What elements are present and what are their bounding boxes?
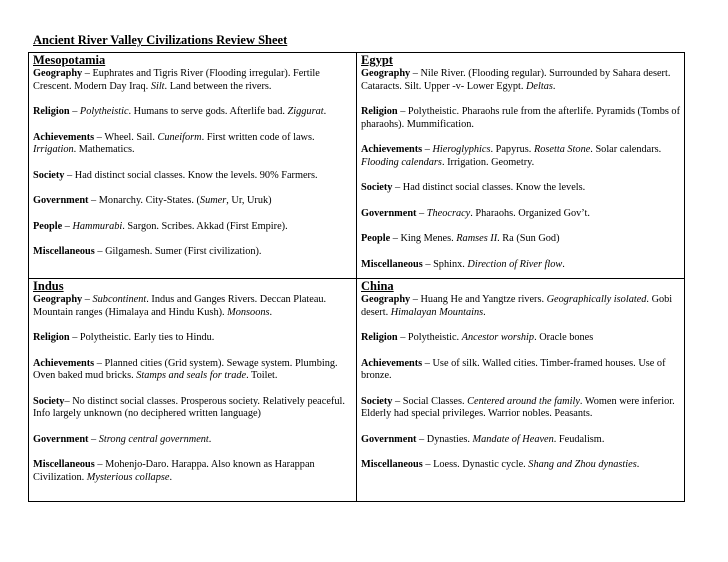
mesopotamia-society: Society – Had distinct social classes. Know the levels. 90% Farmers. [33, 169, 318, 181]
mesopotamia-heading: Mesopotamia [33, 53, 106, 67]
china-heading: China [361, 279, 394, 293]
egypt-miscellaneous: Miscellaneous – Sphinx. Direction of River flow. [361, 258, 565, 270]
china-cell [357, 280, 684, 485]
mesopotamia-achievements: Achievements – Wheel. Sail. Cuneiform. First written code of laws. Irrigation. Mathematics. [33, 131, 315, 155]
egypt-religion: Religion – Polytheistic. Pharaohs rule from the afterlife. Pyramids (Tombs of pharaohs). Mummification. [361, 106, 681, 130]
mesopotamia-government: Government – Monarchy. City-States. (Sumer, Ur, Uruk) [33, 195, 272, 206]
egypt-heading: Egypt [361, 53, 393, 67]
mesopotamia-geography: Geography – Euphrates and Tigris River (Flooding irregular). Fertile Crescent. Modern Day Iraq. Silt. Land between the rivers. [33, 68, 320, 92]
review-table [28, 52, 685, 502]
china-society: Society – Social Classes. Centered around the family. Women were inferior. Elderly had special privileges. Warrior nobles. Peasants. [361, 395, 675, 419]
egypt-cell [357, 54, 684, 284]
indus-heading: Indus [33, 279, 64, 293]
egypt-society: Society – Had distinct social classes. Know the levels. [361, 182, 586, 193]
indus-cell [29, 280, 356, 497]
egypt-geography: Geography – Nile River. (Flooding regular). Surrounded by Sahara desert. Cataracts. Silt. Upper -v- Lower Egypt. Deltas. [361, 68, 671, 92]
indus-achievements: Achievements – Planned cities (Grid system). Sewage system. Plumbing. Oven baked mud bricks. Stamps and seals for trade. Toilet. [33, 357, 338, 381]
indus-government: Government – Strong central government. [33, 433, 212, 445]
indus-geography: Geography – Subcontinent. Indus and Ganges Rivers. Deccan Plateau. Mountain ranges (Himalaya and Hindu Kush). Monsoons. [33, 294, 327, 318]
mesopotamia-religion: Religion – Polytheistic. Humans to serve gods. Afterlife bad. Ziggurat. [33, 106, 327, 117]
china-miscellaneous: Miscellaneous – Loess. Dynastic cycle. Shang and Zhou dynasties. [361, 459, 640, 470]
indus-society: Society– No distinct social classes. Prosperous society. Relatively peaceful. Info largely unknown (no deciphered written language) [33, 395, 345, 419]
mesopotamia-people: People – Hammurabi. Sargon. Scribes. Akkad (First Empire). [33, 220, 288, 232]
china-religion: Religion – Polytheistic. Ancestor worship. Oracle bones [361, 332, 594, 343]
egypt-government: Government – Theocracy. Pharaohs. Organized Gov’t. [361, 207, 590, 219]
china-government: Government – Dynasties. Mandate of Heaven. Feudalism. [361, 433, 605, 445]
page-title: Ancient River Valley Civilizations Review Sheet [33, 33, 288, 47]
egypt-achievements: Achievements – Hieroglyphics. Papyrus. Rosetta Stone. Solar calendars. Flooding calendars. Irrigation. Geometry. [361, 144, 662, 168]
indus-miscellaneous: Miscellaneous – Mohenjo-Daro. Harappa. Also known as Harappan Civilization. Mysterious collapse. [33, 459, 315, 483]
mesopotamia-cell [29, 54, 356, 272]
egypt-people: People – King Menes. Ramses II. Ra (Sun God) [361, 233, 560, 244]
china-achievements: Achievements – Use of silk. Walled cities. Timber-framed houses. Use of bronze. [361, 357, 666, 381]
china-geography: Geography – Huang He and Yangtze rivers. Geographically isolated. Gobi desert. Himalayan Mountains. [361, 294, 673, 318]
mesopotamia-miscellaneous: Miscellaneous – Gilgamesh. Sumer (First civilization). [33, 246, 262, 257]
indus-religion: Religion – Polytheistic. Early ties to Hindu. [33, 332, 215, 343]
